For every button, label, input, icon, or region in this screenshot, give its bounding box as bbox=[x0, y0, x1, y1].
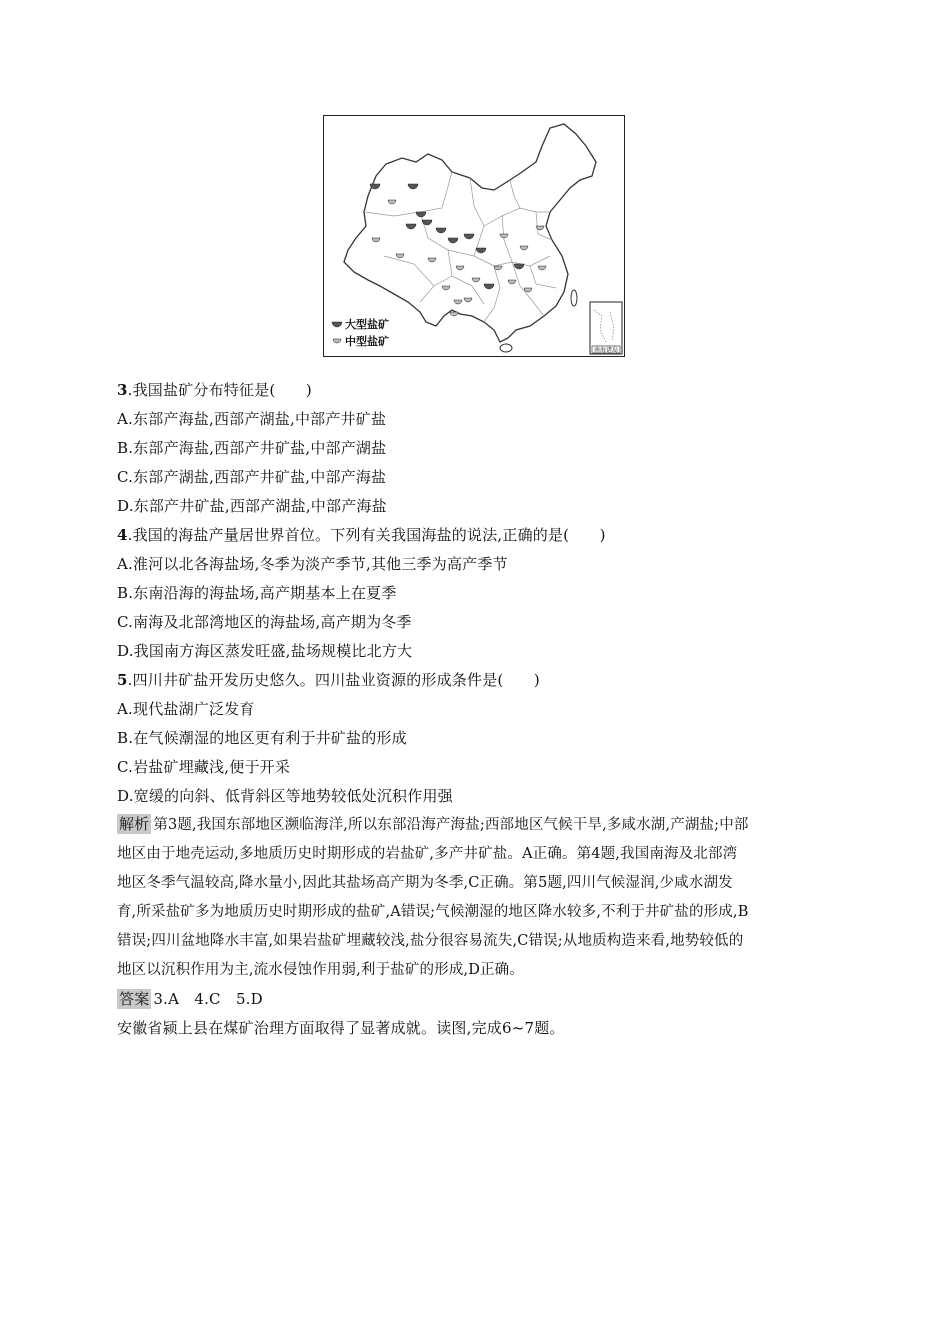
next-question-intro: 安徽省颍上县在煤矿治理方面取得了显著成就。读图,完成6~7题。 bbox=[117, 1019, 565, 1037]
medium-mine-marker bbox=[428, 258, 436, 262]
large-mine-marker bbox=[406, 224, 416, 229]
analysis-line: 育,所采盐矿多为地质历史时期形成的盐矿,A错误;气候潮湿的地区降水较多,不利于井矿盐的形成,B bbox=[117, 904, 749, 920]
option-c: C.岩盐矿埋藏浅,便于开采 bbox=[117, 758, 291, 776]
china-map-graphic bbox=[324, 116, 624, 356]
large-mine-legend-icon bbox=[332, 322, 342, 327]
analysis-line: 解析 第3题,我国东部地区濒临海洋,所以东部沿海产海盐;西部地区气候干旱,多咸水湖,产湖盐;中部 bbox=[119, 815, 749, 833]
questions-block bbox=[117, 376, 837, 1043]
question-3 bbox=[117, 376, 837, 521]
answer-tag: 答案 bbox=[119, 990, 150, 1008]
medium-mine-legend-icon bbox=[333, 339, 341, 343]
answer-section bbox=[117, 985, 837, 1014]
large-mine-marker bbox=[484, 284, 494, 289]
question-stem bbox=[117, 666, 837, 695]
large-mine-marker bbox=[514, 264, 524, 269]
option-b: B.东南沿海的海盐场,高产期基本上在夏季 bbox=[117, 584, 397, 602]
medium-mine-marker bbox=[520, 246, 528, 250]
medium-mine-marker bbox=[536, 226, 544, 230]
question-number: 5 bbox=[117, 671, 128, 689]
hainan-island bbox=[500, 344, 512, 352]
medium-mine-marker bbox=[454, 300, 462, 304]
medium-mine-marker bbox=[456, 266, 464, 270]
question-5 bbox=[117, 666, 837, 811]
map-legend bbox=[332, 317, 389, 348]
large-mine-marker bbox=[436, 228, 446, 233]
inset-label: 南海诸岛 bbox=[594, 347, 619, 354]
option-a: A.现代盐湖广泛发育 bbox=[117, 700, 255, 718]
question-4 bbox=[117, 521, 837, 666]
medium-mine-marker bbox=[372, 238, 380, 242]
large-mine-marker bbox=[476, 248, 486, 253]
question-number: 4 bbox=[117, 526, 128, 544]
legend-large-label: 大型盐矿 bbox=[345, 318, 389, 331]
south-china-sea-inset bbox=[590, 302, 622, 354]
medium-mine-marker bbox=[464, 298, 472, 302]
medium-mine-marker bbox=[388, 200, 396, 204]
question-stem bbox=[117, 376, 837, 405]
analysis-tag: 解析 bbox=[119, 815, 150, 833]
medium-mine-marker bbox=[500, 234, 508, 238]
medium-mine-marker bbox=[508, 280, 516, 284]
medium-salt-mines bbox=[372, 200, 546, 316]
option-d: D.东部产井矿盐,西部产湖盐,中部产海盐 bbox=[117, 497, 387, 515]
large-mine-marker bbox=[464, 234, 474, 239]
medium-mine-marker bbox=[450, 312, 458, 316]
option-a: A.淮河以北各海盐场,冬季为淡产季节,其他三季为高产季节 bbox=[117, 555, 508, 573]
question-text: .我国的海盐产量居世界首位。下列有关我国海盐的说法,正确的是( ) bbox=[127, 526, 606, 544]
question-stem bbox=[117, 521, 837, 550]
medium-mine-marker bbox=[396, 254, 404, 258]
analysis-line: 地区由于地壳运动,多地质历史时期形成的岩盐矿,多产井矿盐。A正确。第4题,我国南海及北部湾 bbox=[117, 846, 738, 862]
question-number: 3 bbox=[117, 381, 128, 399]
analysis-line: 地区以沉积作用为主,流水侵蚀作用弱,利于盐矿的形成,D正确。 bbox=[117, 962, 524, 978]
option-a: A.东部产海盐,西部产湖盐,中部产井矿盐 bbox=[117, 410, 387, 428]
question-text: .四川井矿盐开发历史悠久。四川盐业资源的形成条件是( ) bbox=[127, 671, 540, 689]
china-outline bbox=[344, 124, 596, 342]
analysis-line: 错误;四川盆地降水丰富,如果岩盐矿埋藏较浅,盐分很容易流失,C错误;从地质构造来看,地势较低的 bbox=[117, 933, 744, 949]
large-mine-marker bbox=[448, 238, 458, 243]
taiwan-island bbox=[571, 290, 577, 306]
salt-mine-map bbox=[323, 115, 625, 357]
large-mine-marker bbox=[416, 212, 426, 217]
large-mine-marker bbox=[408, 184, 418, 189]
analysis-section bbox=[117, 811, 837, 985]
option-d: D.宽缓的向斜、低背斜区等地势较低处沉积作用强 bbox=[117, 787, 453, 805]
option-c: C.东部产湖盐,西部产井矿盐,中部产海盐 bbox=[117, 468, 387, 486]
medium-mine-marker bbox=[538, 266, 546, 270]
answer-text: 3.A 4.C 5.D bbox=[153, 990, 263, 1008]
option-b: B.东部产海盐,西部产井矿盐,中部产湖盐 bbox=[117, 439, 387, 457]
option-c: C.南海及北部湾地区的海盐场,高产期为冬季 bbox=[117, 613, 412, 631]
option-b: B.在气候潮湿的地区更有利于井矿盐的形成 bbox=[117, 729, 407, 747]
question-text: .我国盐矿分布特征是( ) bbox=[127, 381, 312, 399]
analysis-line: 地区冬季气温较高,降水量小,因此其盐场高产期为冬季,C正确。第5题,四川气候湿润,少咸水湖发 bbox=[117, 875, 733, 891]
medium-mine-marker bbox=[442, 286, 450, 290]
legend-medium-label: 中型盐矿 bbox=[345, 335, 389, 348]
option-d: D.我国南方海区蒸发旺盛,盐场规模比北方大 bbox=[117, 642, 413, 660]
medium-mine-marker bbox=[472, 278, 480, 282]
medium-mine-marker bbox=[524, 288, 532, 292]
